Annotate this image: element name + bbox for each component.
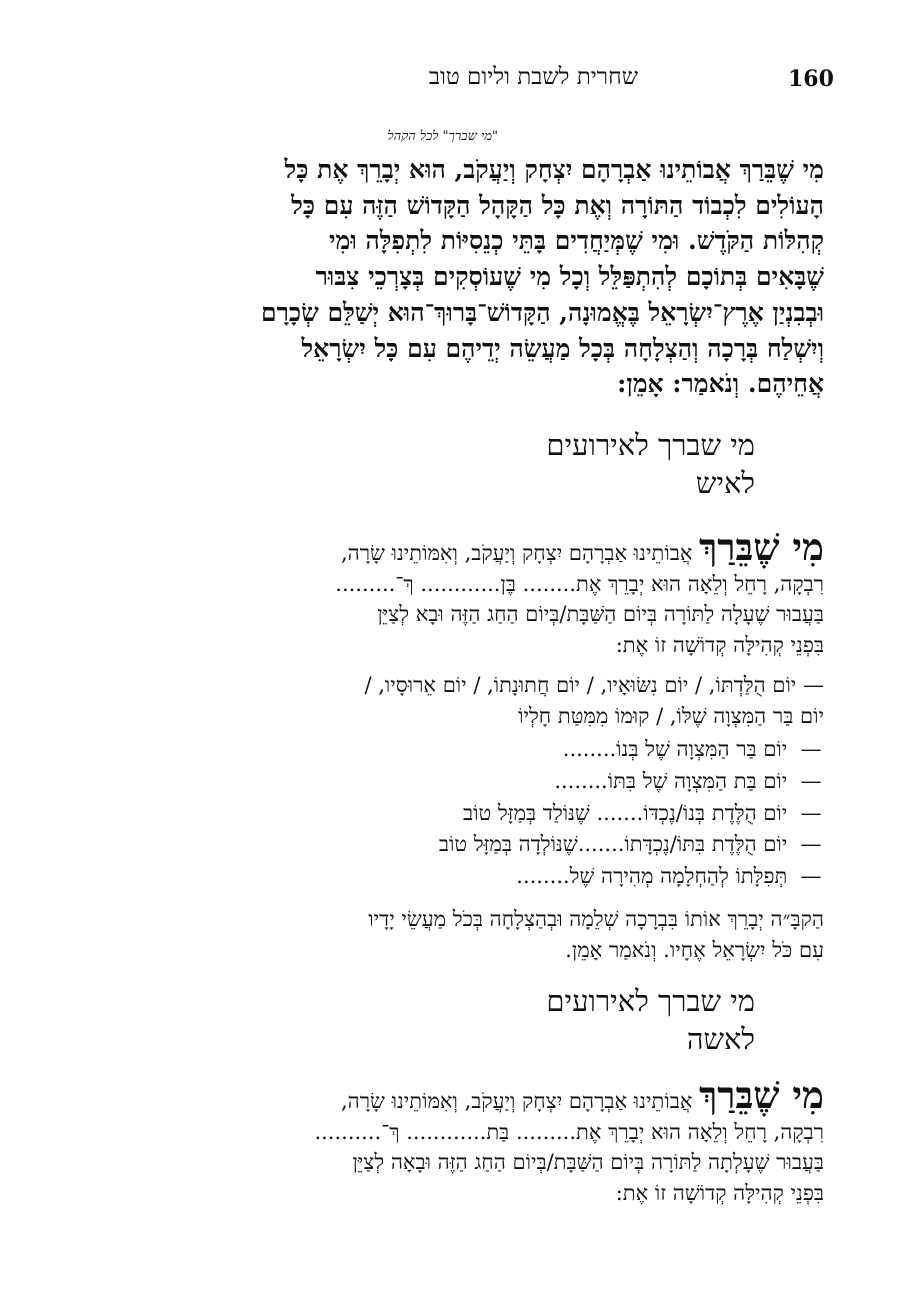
blessing-line: מִי שֶׁבֵּרַךְ אֲבוֹתֵינוּ אַבְרָהָם יִצְחָק וְיַעֲקֹב, הוּא יְבָרֵךְ אֶת כָּל xyxy=(284,155,824,184)
dash-marker: — xyxy=(800,832,822,857)
section-title-line: מי שברך לאירועים xyxy=(546,984,755,1018)
man-occasions xyxy=(48,670,824,731)
closing-line: הַקבָּ״ה יְבָרֵךְ אוֹתוֹ בִּבְרָכָה שְׁלֵמָה וּבְהַצְלָחָה בְּכֹל מַעֲשֵׂי יָדָיו xyxy=(368,907,824,931)
blessing-line: קְהִלּוֹת הַקֹּדֶשׁ. וּמִי שֶׁמְּיַחֲדִים בָּתֵּי כְנֵסִיּוֹת לִתְפִלָּה וּמִי xyxy=(328,226,824,256)
section-title-man xyxy=(546,426,755,502)
list-item xyxy=(439,766,828,798)
closing-line: עִם כֹּל יִשְׂרָאֵל אֶחָיו. וְנֹאמַר אָמֵן. xyxy=(565,937,824,962)
lead-words: מִי שֶׁבֵּרַךְ xyxy=(699,1073,824,1117)
blessing-line: וְיִשְׁלַח בְּרָכָה וְהַצְלָחָה בְּכָל מַעֲשֵׂה יְדֵיהֶם עִם כָּל יִשְׂרָאֵל xyxy=(301,333,824,363)
opening-line xyxy=(48,525,824,569)
dash-marker: — xyxy=(800,864,822,889)
list-item xyxy=(439,798,828,830)
list-item-text: יוֹם בַּר הַמִּצְוָה שֶׁל בְּנוֹ........ xyxy=(562,737,788,761)
woman-blessing-opening xyxy=(48,1073,824,1208)
dash-marker: — xyxy=(800,737,822,761)
list-item-text: יוֹם הֻלֶּדֶת בְּנוֹ/נֶכְדּוֹ....... שֶׁנּוֹלַד בְּמַזָּל טוֹב xyxy=(463,800,788,825)
list-item-text: תְּפִלָּתוֹ לְהַחְלָמָה מְהִירָה שֶׁל........ xyxy=(516,864,788,889)
lead-words: מִי שֶׁבֵּרַךְ xyxy=(699,525,824,569)
dash-marker: — xyxy=(800,800,822,825)
man-occasion-list xyxy=(439,734,828,893)
section-title-line: מי שברך לאירועים xyxy=(546,428,755,462)
list-item-text: יוֹם בַּת הַמִּצְוָה שֶׁל בִּתּוֹ........ xyxy=(554,768,788,793)
list-item-text: יוֹם הֻלֶּדֶת בִּתּוֹ/נֶכְדָּתוֹ.......שֶׁנּוֹלְדָה בְּמַזָּל טוֹב xyxy=(438,832,788,857)
blessing-line: אֲחֵיהֶם. וְנֹאמַר: אָמֵן: xyxy=(617,369,824,399)
reason-line: בַּעֲבוּר שֶׁעָלְתָה לַתּוֹרָה בְּיוֹם הַשַּׁבָּת/בְּיוֹם הַחַג הַזֶּה וּבָאָה לְצַיֵּן xyxy=(352,1150,824,1174)
blessing-caption: "מי שברך" לכל הקהל xyxy=(387,129,498,144)
names-line: רִבְקָה, רָחֵל וְלֵאָה הוּא יְבָרֵךְ אֶת........ בֶּן............ ךְ־......... xyxy=(335,571,824,596)
occasions-line: — יוֹם הֻלַּדְתּוֹ, / יוֹם נִשּׂוּאָיו, / יוֹם חֲתוּנָתוֹ, / יוֹם אֵרוּסָיו, / xyxy=(364,673,824,697)
names-line: רִבְקָה, רָחֵל וְלֵאָה הוּא יְבָרֵךְ אֶת......... בַּת............ ךְ־.......... xyxy=(314,1119,824,1144)
man-blessing-closing xyxy=(48,904,824,965)
general-blessing xyxy=(46,152,824,402)
list-item xyxy=(439,734,828,766)
blessing-line: הָעוֹלִים לִכְבוֹד הַתּוֹרָה וְאֶת כָּל הַקָּהָל הַקָּדוֹשׁ הַזֶּה עִם כָּל xyxy=(291,190,824,220)
blessing-line: וּבְבִנְיַן אֶרֶץ־יִשְׂרָאֵל בֶּאֱמוּנָה, הַקָּדוֹשׁ־בָּרוּךְ־הוּא יְשַׁלֵּם שְׂכָרָם xyxy=(260,297,824,327)
page-header xyxy=(48,62,834,98)
section-title-woman xyxy=(546,982,755,1058)
man-blessing-opening xyxy=(48,525,824,660)
congregation-line: בִּפְנֵי קְהִילָּה קְדוֹשָׁה זוֹ אֶת: xyxy=(615,1180,824,1205)
reason-line: בַּעֲבוּר שֶׁעָלָה לַתּוֹרָה בְּיוֹם הַשַּׁבָּת/בְּיוֹם הַחַג הַזֶּה וּבָא לְצַיֵּן xyxy=(377,602,824,626)
opening-text: אֲבוֹתֵינוּ אַבְרָהָם יִצְחָק וְיַעֲקֹב, וְאִמּוֹתֵינוּ שָׂרָה, xyxy=(340,541,700,565)
blessing-line: שֶׁבָּאִים בְּתוֹכָם לְהִתְפַּלֵּל וְכָל מִי שֶׁעוֹסְקִים בְּצָרְכֵי צִבּוּר xyxy=(315,262,824,292)
opening-text: אֲבוֹתֵינוּ אַבְרָהָם יִצְחָק וְיַעֲקֹב, וְאִמּוֹתֵינוּ שָׂרָה, xyxy=(340,1089,700,1113)
congregation-line: בִּפְנֵי קְהִילָּה קְדוֹשָׁה זוֹ אֶת: xyxy=(615,632,824,657)
list-item xyxy=(439,829,828,861)
opening-line xyxy=(48,1073,824,1117)
occasions-line: יוֹם בַּר הַמִּצְוָה שֶׁלּוֹ, / קוּמוֹ מִמִּטַּת חָלְיוֹ xyxy=(518,703,824,728)
section-subtitle: לאיש xyxy=(695,466,755,500)
dash-marker: — xyxy=(800,768,822,793)
section-subtitle: לאשה xyxy=(686,1022,755,1056)
running-title: שחרית לשבת וליום טוב xyxy=(428,64,638,90)
list-item xyxy=(439,861,828,893)
page-number: 160 xyxy=(788,66,834,92)
